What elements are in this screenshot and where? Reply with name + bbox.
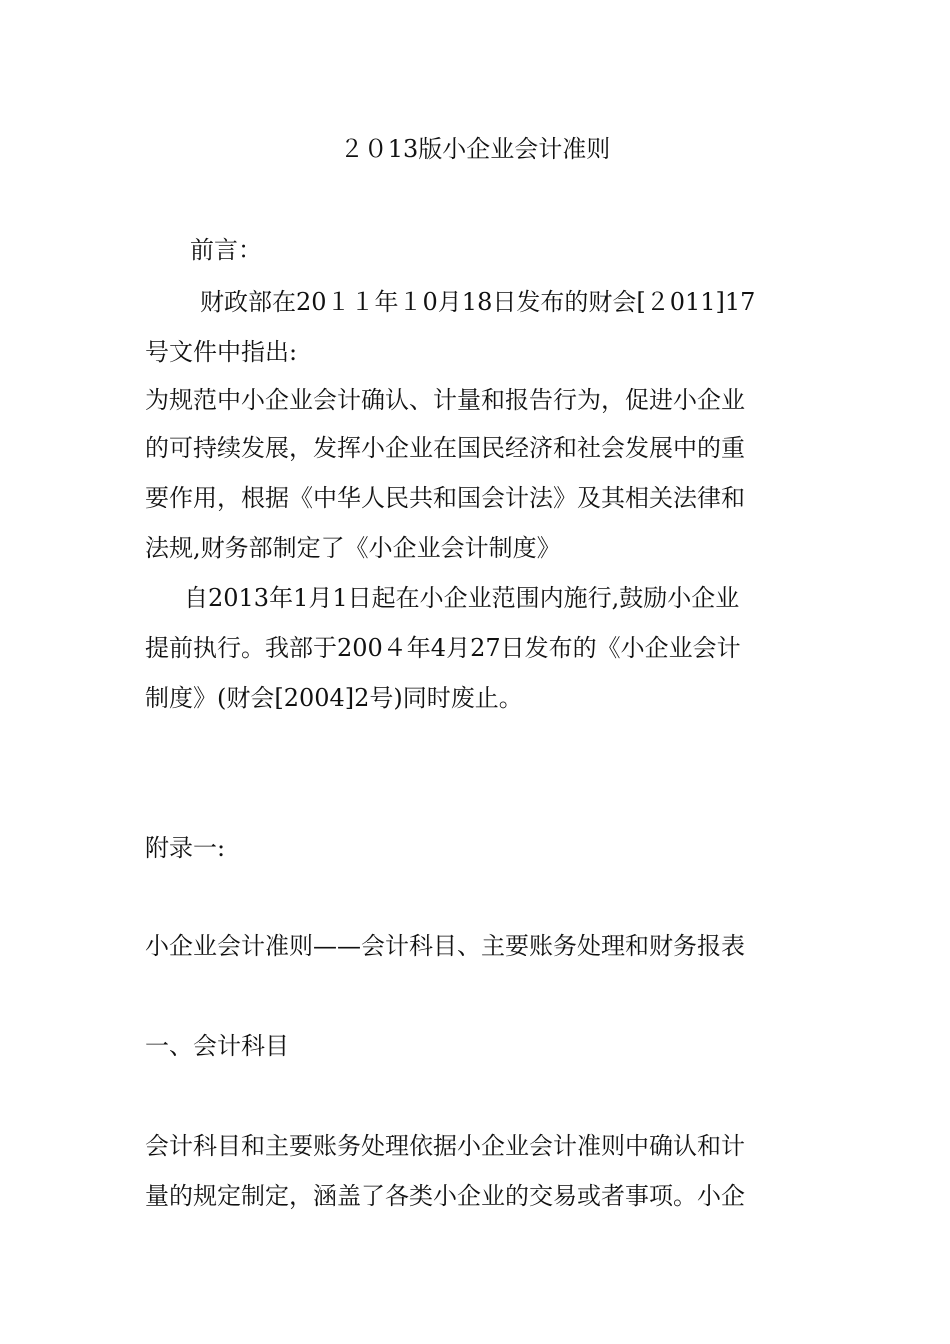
appendix-title: 小企业会计准则——会计科目、主要账务处理和财务报表 xyxy=(145,932,745,960)
section-heading: 一、会计科目 xyxy=(145,1032,289,1060)
preface-line: 财政部在20１１年１0月18日发布的财会[２011]17 xyxy=(200,288,756,316)
preface-line: 为规范中小企业会计确认、计量和报告行为，促进小企业 xyxy=(145,386,745,414)
preface-line: 的可持续发展，发挥小企业在国民经济和社会发展中的重 xyxy=(145,434,745,462)
document-title: ２０13版小企业会计准则 xyxy=(339,135,611,163)
preface-line: 提前执行。我部于200４年4月27日发布的《小企业会计 xyxy=(145,634,741,662)
preface-line: 自2013年1月1日起在小企业范围内施行,鼓励小企业 xyxy=(184,584,740,612)
preface-label: 前言： xyxy=(190,236,262,264)
preface-line: 法规,财务部制定了《小企业会计制度》 xyxy=(145,534,561,562)
section-line: 会计科目和主要账务处理依据小企业会计准则中确认和计 xyxy=(145,1132,745,1160)
appendix-label: 附录一: xyxy=(145,834,226,862)
preface-line: 制度》(财会[2004]2号)同时废止。 xyxy=(145,684,523,712)
section-line: 量的规定制定，涵盖了各类小企业的交易或者事项。小企 xyxy=(145,1182,745,1210)
preface-line: 要作用，根据《中华人民共和国会计法》及其相关法律和 xyxy=(145,484,745,512)
preface-line: 号文件中指出: xyxy=(145,338,298,366)
